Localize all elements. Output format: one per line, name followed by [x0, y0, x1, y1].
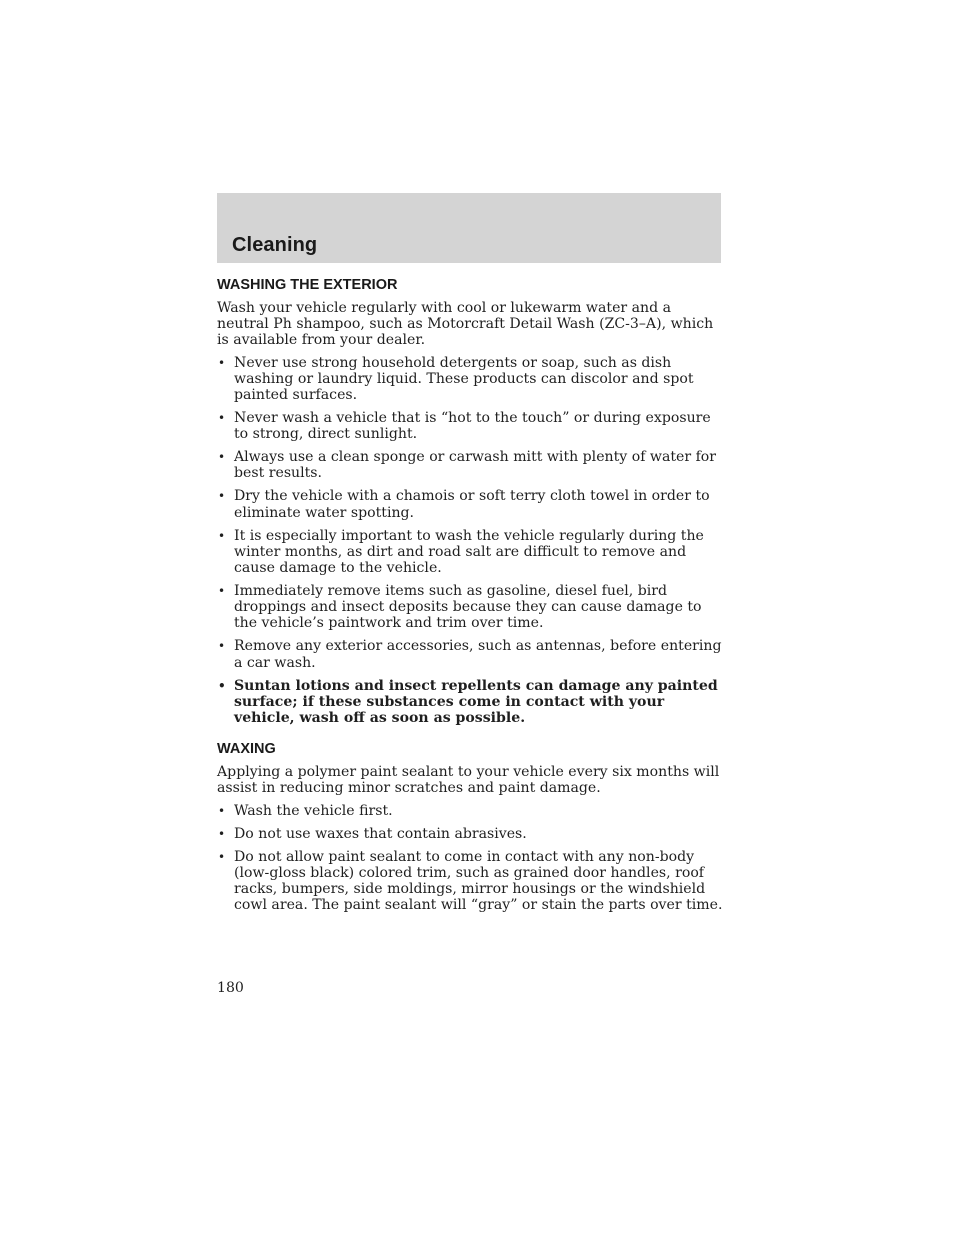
section-title: Cleaning [232, 234, 318, 256]
list-item [217, 638, 723, 670]
list-item [217, 410, 723, 442]
list-item-text: Never wash a vehicle that is “hot to the touch” or during exposure to strong, direct sunlight. [234, 410, 711, 443]
list-item-text: Always use a clean sponge or carwash mitt with plenty of water for best results. [234, 449, 717, 482]
bullet-icon: • [218, 826, 226, 841]
list-item-text: Immediately remove items such as gasoline, diesel fuel, bird droppings and insect deposits because they can cause damage to the vehicle’s paintwork and trim over time. [234, 583, 702, 632]
bullet-icon: • [218, 528, 226, 543]
washing-intro: Wash your vehicle regularly with cool or lukewarm water and a neutral Ph shampoo, such as Motorcraft Detail Wash (ZC-3–A), which is available from your dealer. [217, 300, 714, 349]
waxing-heading: WAXING [217, 741, 276, 758]
list-item-text: Dry the vehicle with a chamois or soft terry cloth towel in order to eliminate water spotting. [234, 488, 710, 521]
washing-section [217, 276, 723, 726]
list-item-text: Wash the vehicle first. [234, 802, 393, 819]
bullet-icon: • [218, 450, 226, 465]
list-item-text: It is especially important to wash the vehicle regularly during the winter months, as dirt and road salt are difficult to remove and cause damage to the vehicle. [234, 527, 704, 577]
list-item [217, 803, 723, 819]
bullet-icon: • [218, 849, 226, 864]
list-item-text: Remove any exterior accessories, such as antennas, before entering a car wash. [234, 638, 722, 671]
list-item [217, 488, 723, 520]
washing-bullet-list [217, 355, 723, 727]
bullet-icon: • [218, 411, 226, 426]
bullet-icon: • [218, 584, 226, 599]
warning-list-item [217, 678, 723, 727]
list-item [217, 449, 723, 481]
waxing-intro: Applying a polymer paint sealant to your vehicle every six months will assist in reducing minor scratches and paint damage. [217, 764, 720, 797]
section-header-band [217, 193, 721, 263]
bullet-icon: • [218, 678, 226, 693]
list-item-text: Never use strong household detergents or soap, such as dish washing or laundry liquid. These products can discolor and spot painted surfaces. [234, 354, 694, 404]
bullet-icon: • [218, 803, 226, 818]
warning-text: Suntan lotions and insect repellents can damage any painted surface; if these substances come in contact with your vehicle, wash off as soon as possible. [234, 677, 718, 727]
waxing-section [217, 740, 723, 913]
list-item [217, 528, 723, 577]
bullet-icon: • [218, 489, 226, 504]
list-item [217, 583, 723, 632]
bullet-icon: • [218, 355, 226, 370]
page-number: 180 [217, 980, 244, 996]
washing-heading: WASHING THE EXTERIOR [217, 277, 398, 293]
waxing-bullet-list [217, 803, 723, 914]
list-item-text: Do not allow paint sealant to come in contact with any non-body (low-gloss black) colored trim, such as grained door handles, roof racks, bumpers, side moldings, mirror housings or the windshield cowl area. The paint sealant will “gray” or stain the parts over time. [234, 848, 723, 914]
list-item [217, 849, 723, 914]
page-content [217, 276, 723, 920]
list-item [217, 826, 723, 842]
bullet-icon: • [218, 639, 226, 654]
list-item-text: Do not use waxes that contain abrasives. [234, 825, 527, 842]
list-item [217, 355, 723, 404]
